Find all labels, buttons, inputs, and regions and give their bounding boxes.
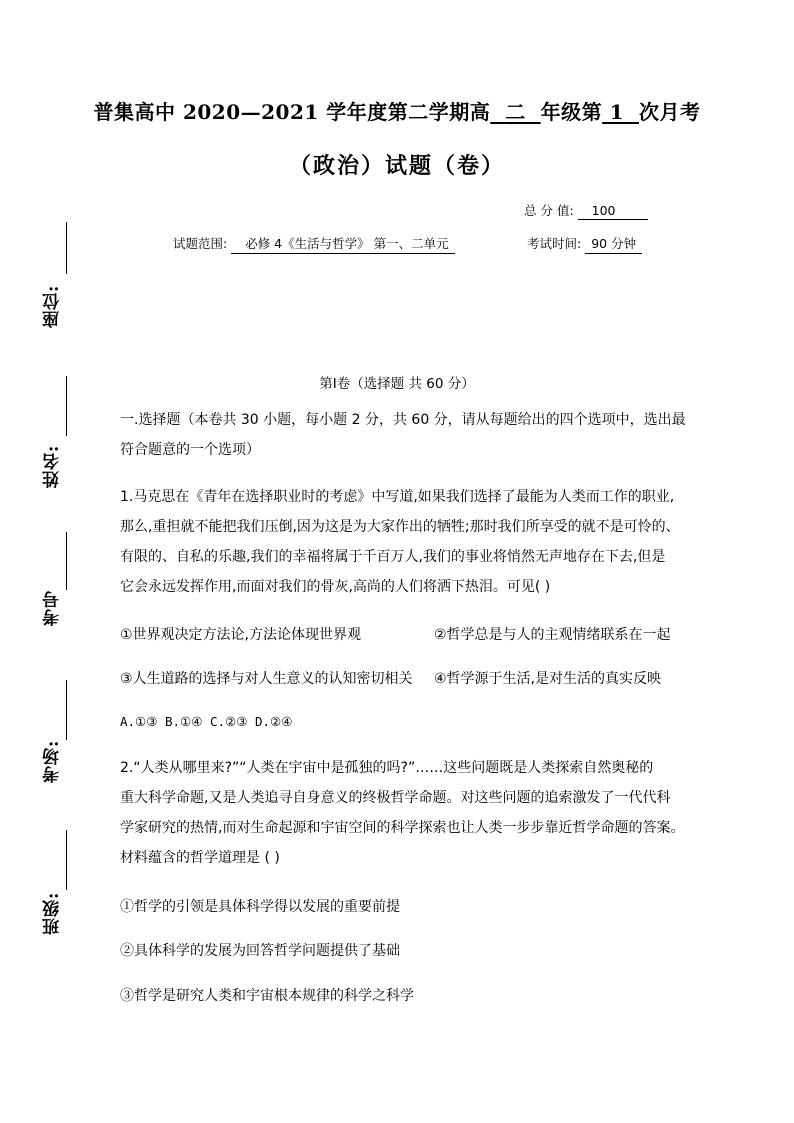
page-subtitle: （政治）试题（卷） bbox=[288, 153, 505, 179]
name-label: 姓名: bbox=[43, 444, 63, 488]
title-prefix: 普集高中 2020—2021 学年度第二学期高 bbox=[93, 100, 491, 124]
section-instructions bbox=[120, 405, 690, 465]
q1-option-4: ④哲学源于生活,是对生活的真实反映 bbox=[434, 671, 662, 687]
class-fill-line bbox=[66, 830, 67, 890]
grade-blank: 二 bbox=[505, 100, 526, 124]
exam-scope-value: 必修 4《生活与哲学》 第一、二单元 bbox=[231, 234, 454, 254]
question-line: 学家研究的热情,而对生命起源和宇宙空间的科学探索也让人类一步步靠近哲学命题的答案。 bbox=[120, 820, 685, 836]
total-score-row bbox=[524, 201, 648, 220]
title-mid: 年级第 bbox=[540, 100, 603, 124]
exam-number-label: 考号 bbox=[43, 590, 63, 626]
question-line: 有限的、自私的乐趣,我们的幸福将属于千百万人,我们的事业将悄然无声地存在下去,但是 bbox=[120, 549, 666, 565]
exam-time-value: 90 分钟 bbox=[585, 234, 642, 254]
question-line: 材料蕴含的哲学道理是 ( ) bbox=[120, 850, 280, 866]
question-line: 它会永远发挥作用,而面对我们的骨灰,高尚的人们将洒下热泪。可见( ) bbox=[120, 579, 551, 595]
q2-option-1: ①哲学的引领是具体科学得以发展的重要前提 bbox=[120, 899, 400, 915]
instructions-line: 符合题意的一个选项） bbox=[120, 442, 260, 458]
seat-fill-line bbox=[66, 222, 67, 274]
exam-number-fill-line bbox=[66, 532, 67, 590]
question-line: 1.马克思在《青年在选择职业时的考虑》中写道,如果我们选择了最能为人类而工作的职业, bbox=[120, 489, 675, 505]
total-score-value: 100 bbox=[578, 203, 648, 220]
exam-time-label: 考试时间: bbox=[527, 236, 582, 251]
question-1-stem bbox=[120, 482, 690, 602]
question-line: 那么,重担就不能把我们压倒,因为这是为大家作出的牺牲;那时我们所享受的就不是可怜的、 bbox=[120, 519, 680, 535]
q1-option-2: ②哲学总是与人的主观情绪联系在一起 bbox=[434, 627, 671, 643]
exam-room-fill-line bbox=[66, 680, 67, 740]
exam-scope-label: 试题范围: bbox=[173, 236, 228, 251]
title-suffix: 次月考 bbox=[638, 100, 701, 124]
q2-option-3: ③哲学是研究人类和宇宙根本规律的科学之科学 bbox=[120, 988, 414, 1004]
exam-number-blank: 1 bbox=[609, 100, 625, 124]
q1-option-1: ①世界观决定方法论,方法论体现世界观 bbox=[120, 627, 361, 643]
question-line: 重大科学命题,又是人类追寻自身意义的终极哲学命题。对这些问题的追索激发了一代代科 bbox=[120, 790, 671, 806]
exam-room-label: 考场: bbox=[43, 739, 63, 783]
class-label: 班级: bbox=[43, 891, 63, 935]
q1-option-3: ③人生道路的选择与对人生意义的认知密切相关 bbox=[120, 671, 413, 687]
total-score-label: 总 分 值: bbox=[524, 203, 574, 218]
page-title bbox=[0, 96, 794, 125]
instructions-line: 一.选择题（本卷共 30 小题，每小题 2 分，共 60 分，请从每题给出的四个选项中，选出最 bbox=[120, 412, 686, 428]
seat-label: 座位: bbox=[43, 284, 63, 328]
exam-time-row bbox=[527, 234, 642, 254]
q2-option-2: ②具体科学的发展为回答哲学问题提供了基础 bbox=[120, 943, 400, 959]
exam-scope-row bbox=[173, 234, 455, 254]
q1-answer-choices: A.①③ B.①④ C.②③ D.②④ bbox=[120, 714, 293, 729]
section-title: 第Ⅰ卷（选择题 共 60 分） bbox=[319, 376, 475, 392]
question-line: 2.“人类从哪里来?”“人类在宇宙中是孤独的吗?”……这些问题既是人类探索自然奥秘的 bbox=[120, 760, 654, 776]
question-2-stem bbox=[120, 753, 690, 873]
